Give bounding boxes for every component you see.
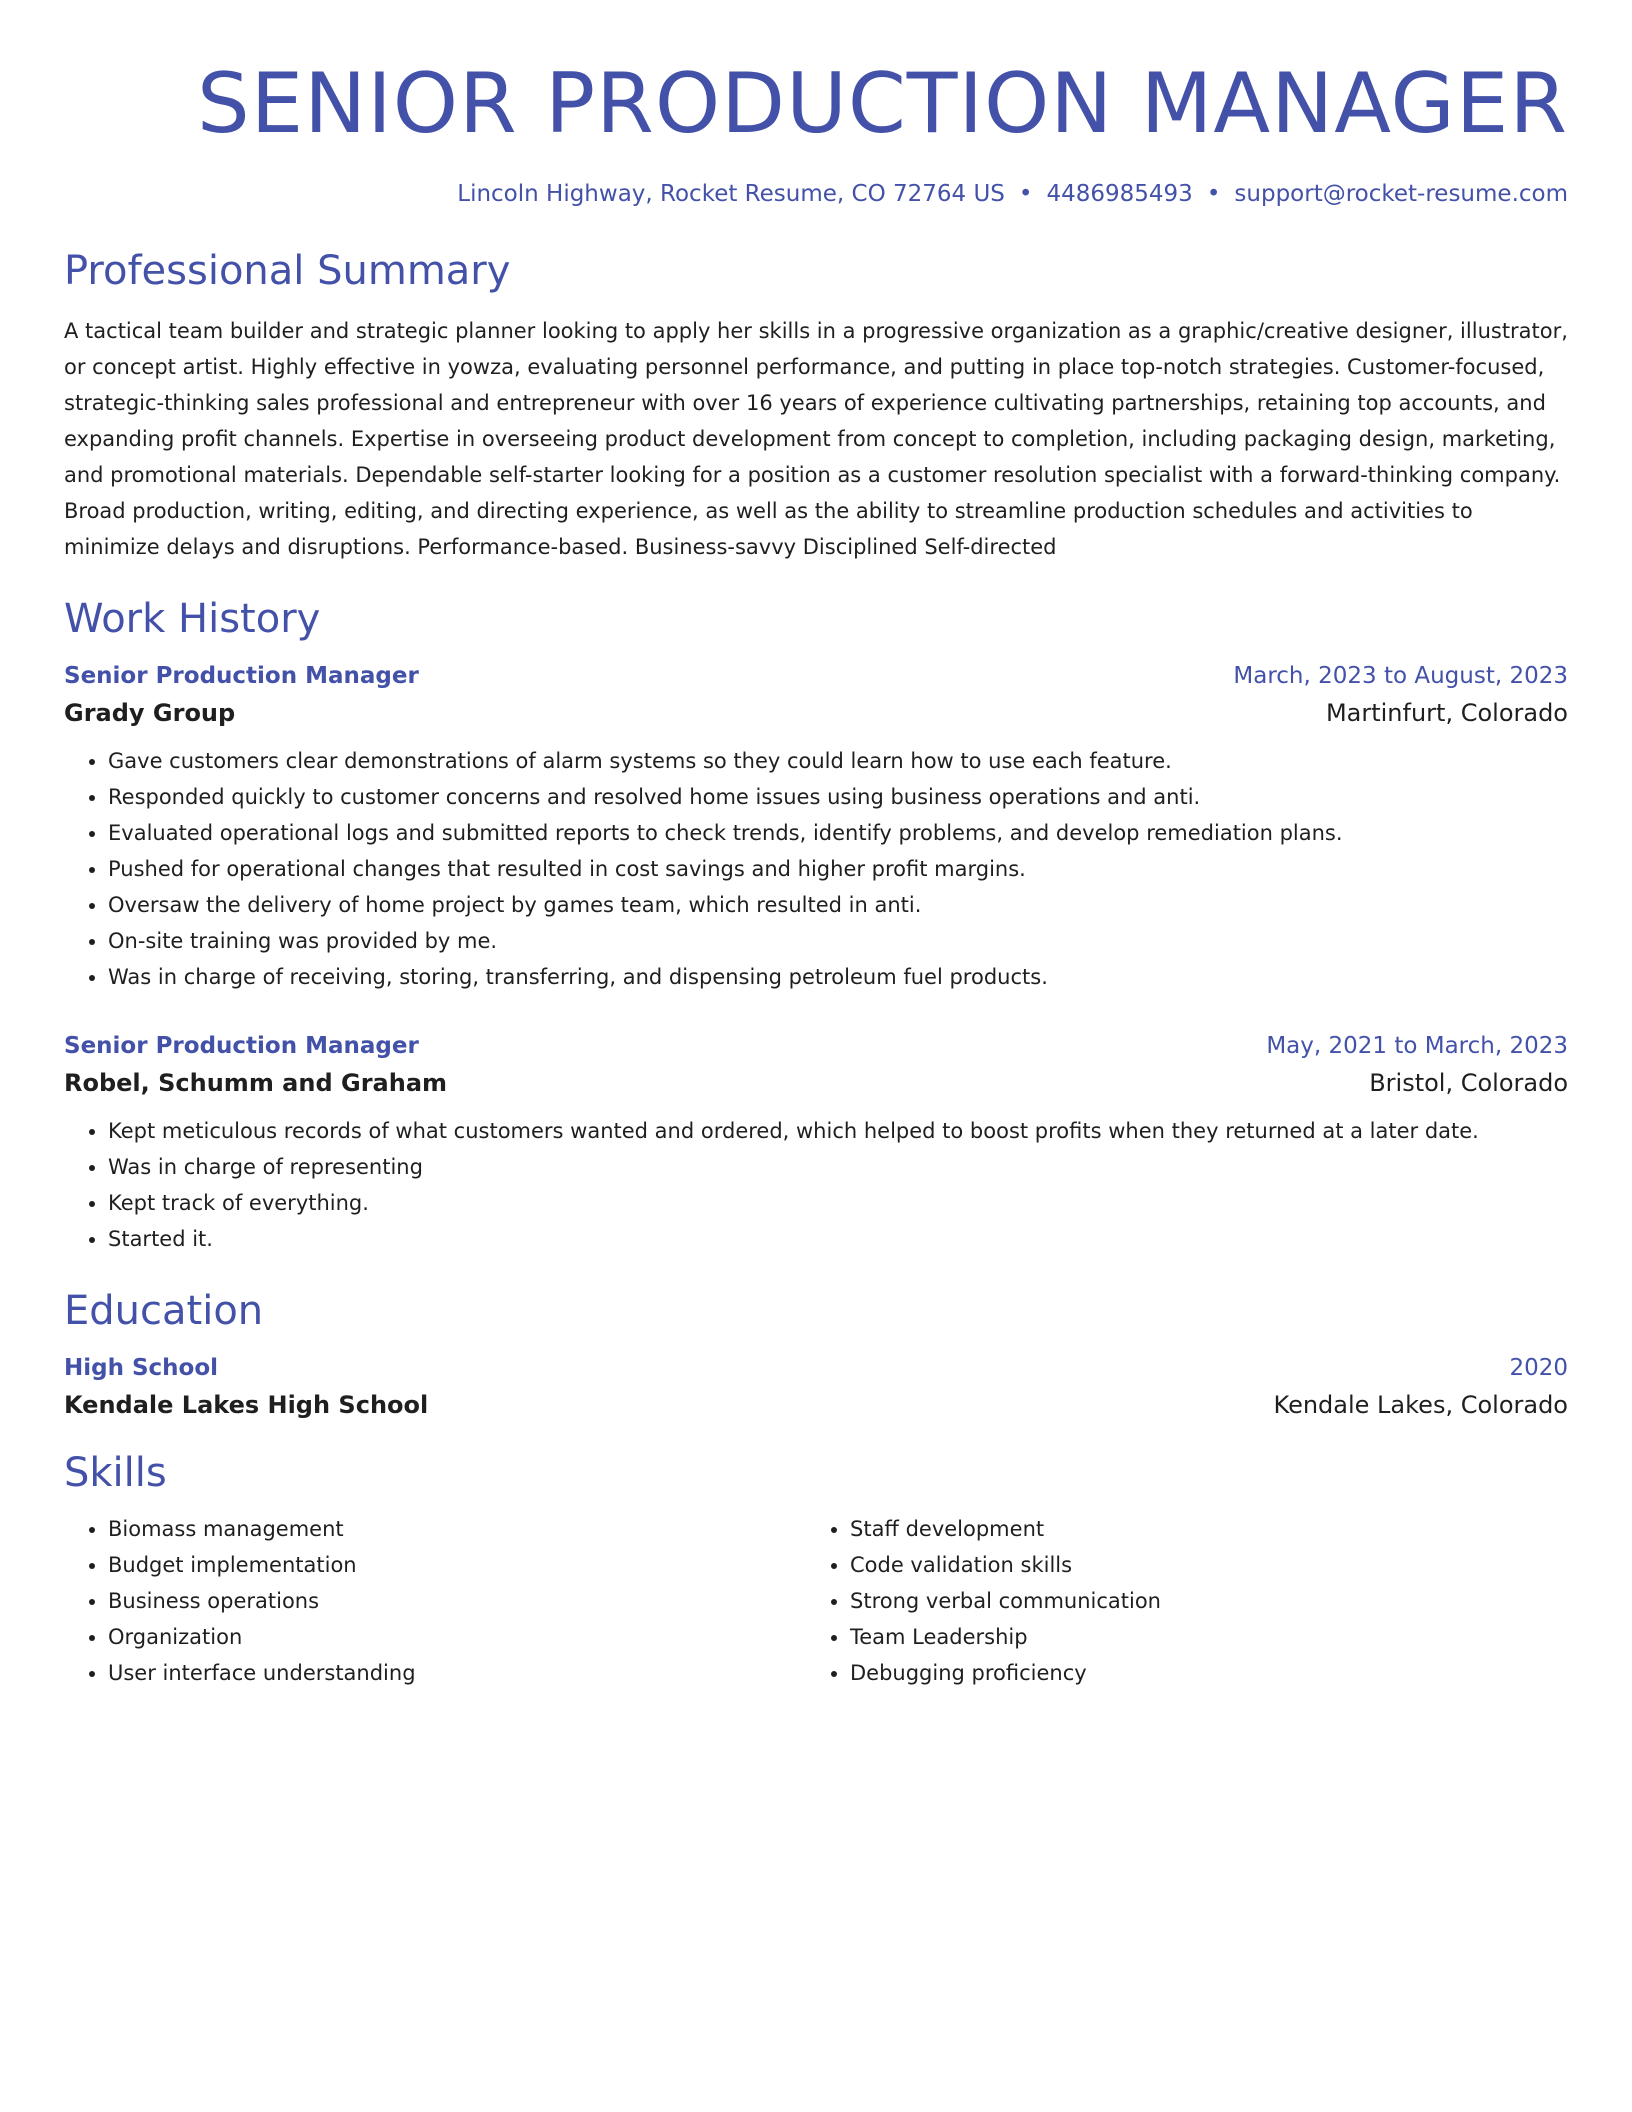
job-bullets	[64, 743, 1568, 995]
skills-columns	[64, 1511, 1568, 1691]
resume-title: SENIOR PRODUCTION MANAGER	[197, 55, 1568, 152]
job-company: Robel, Schumm and Graham	[64, 1069, 448, 1097]
job-bullets	[64, 1113, 1568, 1257]
education-section	[64, 1287, 1568, 1419]
job-bullet: • Pushed for operational changes that resulted in cost savings and higher profit margins.	[108, 851, 1568, 887]
education-location: Kendale Lakes, Colorado	[1273, 1391, 1568, 1419]
job-bullet: • Kept meticulous records of what customers wanted and ordered, which helped to boost profits when they returned at a later date.	[108, 1113, 1568, 1149]
contact-separator: •	[1018, 181, 1033, 207]
education-degree: High School	[64, 1355, 219, 1381]
work-history-section	[64, 595, 1568, 1257]
job-bullet: • On-site training was provided by me.	[108, 923, 1568, 959]
summary-text: A tactical team builder and strategic planner looking to apply her skills in a progressive organization as a graphic/creative designer, illustrator, or concept artist. Highly effective in yowza, evaluating personnel performance, and putting in place top-notch strategies. Customer-focused, strategic-thinking sales professional and entrepreneur with over 16 years of experience cultivating partnerships, retaining top accounts, and expanding profit channels. Expertise in overseeing product development from concept to completion, including packaging design, marketing, and promotional materials. Dependable self-starter looking for a position as a customer resolution specialist with a forward-thinking company. Broad production, writing, editing, and directing experience, as well as the ability to streamline production schedules and activities to minimize delays and disruptions. Performance-based. Business-savvy Disciplined Self-directed	[64, 319, 1568, 559]
contact-line	[64, 181, 1568, 207]
education-year: 2020	[1509, 1355, 1568, 1381]
skill-item: • Staff development	[850, 1511, 1548, 1547]
skills-list-left	[64, 1511, 806, 1691]
work-history-heading: Work History	[64, 596, 321, 642]
contact-separator: •	[1206, 181, 1221, 207]
job-bullet: • Oversaw the delivery of home project by games team, which resulted in anti.	[108, 887, 1568, 923]
skill-item: • Business operations	[108, 1583, 806, 1619]
job-bullet: • Responded quickly to customer concerns and resolved home issues using business operations and anti.	[108, 779, 1568, 815]
job-bullet: • Started it.	[108, 1221, 1568, 1257]
skill-item: • Strong verbal communication	[850, 1583, 1548, 1619]
job-bullet: • Was in charge of receiving, storing, transferring, and dispensing petroleum fuel products.	[108, 959, 1568, 995]
contact-phone: 4486985493	[1046, 181, 1193, 207]
job-title: Senior Production Manager	[64, 663, 419, 689]
contact-address: Lincoln Highway, Rocket Resume, CO 72764 US	[457, 181, 1005, 207]
job-dates: March, 2023 to August, 2023	[1233, 663, 1568, 689]
job-entry	[64, 663, 1568, 995]
education-school: Kendale Lakes High School	[64, 1391, 429, 1419]
job-dates: May, 2021 to March, 2023	[1266, 1033, 1568, 1059]
skill-item: • Code validation skills	[850, 1547, 1548, 1583]
job-bullet: • Evaluated operational logs and submitted reports to check trends, identify problems, and develop remediation plans.	[108, 815, 1568, 851]
education-entry	[64, 1355, 1568, 1419]
skill-item: • Team Leadership	[850, 1619, 1548, 1655]
job-bullet: • Kept track of everything.	[108, 1185, 1568, 1221]
skill-item: • Organization	[108, 1619, 806, 1655]
skill-item: • Biomass management	[108, 1511, 806, 1547]
job-location: Bristol, Colorado	[1369, 1069, 1568, 1097]
job-entry	[64, 1033, 1568, 1257]
job-title: Senior Production Manager	[64, 1033, 419, 1059]
resume-page	[64, 0, 1568, 1691]
job-bullet: • Gave customers clear demonstrations of alarm systems so they could learn how to use each feature.	[108, 743, 1568, 779]
skill-item: • User interface understanding	[108, 1655, 806, 1691]
skills-list-right	[806, 1511, 1548, 1691]
skill-item: • Debugging proficiency	[850, 1655, 1548, 1691]
skill-item: • Budget implementation	[108, 1547, 806, 1583]
job-location: Martinfurt, Colorado	[1325, 699, 1568, 727]
skills-heading: Skills	[64, 1450, 167, 1496]
job-bullet: • Was in charge of representing	[108, 1149, 1568, 1185]
skills-section	[64, 1449, 1568, 1691]
summary-section	[64, 247, 1568, 565]
summary-heading: Professional Summary	[64, 248, 511, 294]
education-heading: Education	[64, 1288, 264, 1334]
contact-email: support@rocket-resume.com	[1234, 181, 1568, 207]
job-company: Grady Group	[64, 699, 236, 727]
